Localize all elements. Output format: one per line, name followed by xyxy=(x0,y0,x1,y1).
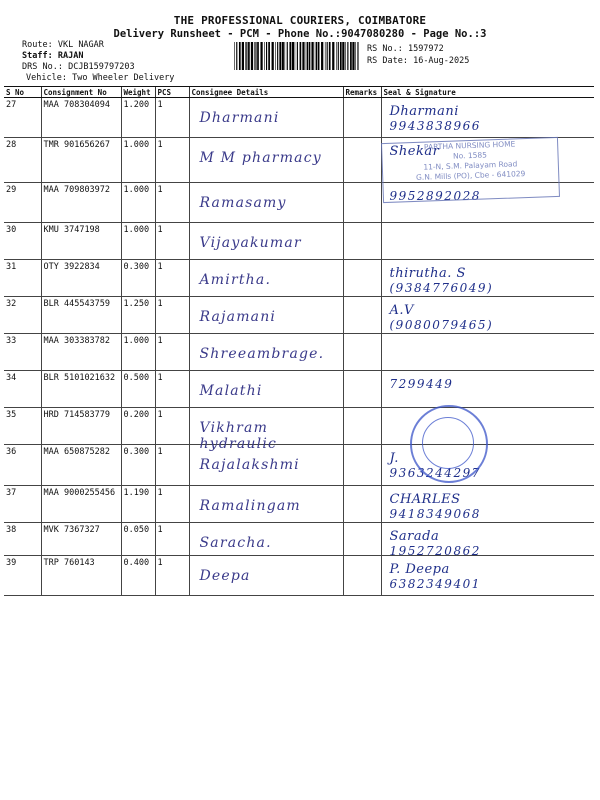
route-value: VKL NAGAR xyxy=(57,40,104,50)
cell-consignment-no: TRP 760143 xyxy=(41,556,121,596)
signature-name: thirutha. S xyxy=(389,266,466,281)
rs-date-value: 16-Aug-2025 xyxy=(413,56,470,66)
barcode-bar xyxy=(251,42,253,70)
barcode-bar xyxy=(254,42,255,70)
barcode-bar xyxy=(315,42,316,70)
table-row xyxy=(4,445,594,486)
cell-consignee xyxy=(189,486,343,523)
cell-consignment-no: OTY 3922834 xyxy=(41,260,121,297)
cell-weight: 1.190 xyxy=(121,486,155,523)
consignee-handwriting: Dharmani xyxy=(199,110,280,126)
cell-weight: 0.500 xyxy=(121,371,155,408)
signature-name: J. xyxy=(389,451,399,466)
cell-remarks xyxy=(343,138,381,183)
cell-consignment-no: MVK 7367327 xyxy=(41,523,121,556)
barcode-bar xyxy=(275,42,276,70)
cell-remarks xyxy=(343,523,381,556)
cell-weight: 1.200 xyxy=(121,98,155,138)
vehicle-line: Vehicle: Two Wheeler Delivery xyxy=(26,73,175,83)
drs-line: DRS No.: DCJB159797203 xyxy=(22,62,135,72)
staff-line: Staff: RAJAN xyxy=(22,51,84,61)
barcode-bar xyxy=(295,42,296,70)
cell-consignee xyxy=(189,223,343,260)
drs-value: DCJB159797203 xyxy=(68,62,135,72)
cell-remarks xyxy=(343,223,381,260)
table-row xyxy=(4,98,594,138)
cell-consignee xyxy=(189,556,343,596)
vehicle-value: Two Wheeler Delivery xyxy=(72,73,175,83)
cell-weight: 1.000 xyxy=(121,183,155,223)
col-remarks: Remarks xyxy=(343,87,381,98)
barcode-bar xyxy=(318,42,320,70)
barcode-bar xyxy=(355,42,356,70)
barcode-bar xyxy=(321,42,323,70)
barcode-bar xyxy=(285,42,286,70)
barcode-bar xyxy=(272,42,274,70)
consignee-handwriting: Saracha. xyxy=(199,535,272,551)
cell-sno: 38 xyxy=(4,523,41,556)
consignee-handwriting: Deepa xyxy=(199,568,251,584)
signature-name: P. Deepa xyxy=(389,562,450,577)
rs-no-line: RS No.: 1597972 xyxy=(367,44,444,54)
signature-phone: 6382349401 xyxy=(389,577,481,591)
cell-remarks xyxy=(343,297,381,334)
signature-name: CHARLES xyxy=(389,492,461,507)
barcode-bar xyxy=(357,42,358,70)
cell-weight: 0.400 xyxy=(121,556,155,596)
table-row xyxy=(4,408,594,445)
cell-sno: 34 xyxy=(4,371,41,408)
barcode-bar xyxy=(336,42,337,70)
table-row xyxy=(4,556,594,596)
cell-remarks xyxy=(343,556,381,596)
barcode-bar xyxy=(245,42,246,70)
cell-remarks xyxy=(343,408,381,445)
barcode-bar xyxy=(352,42,354,70)
cell-weight: 0.300 xyxy=(121,260,155,297)
barcode-bar xyxy=(236,42,237,70)
cell-consignment-no: MAA 709803972 xyxy=(41,183,121,223)
barcode-bar xyxy=(248,42,250,70)
signature-phone: 1952720862 xyxy=(389,544,481,558)
cell-sno: 31 xyxy=(4,260,41,297)
cell-pcs: 1 xyxy=(155,297,189,334)
cell-seal-signature xyxy=(381,334,594,371)
cell-remarks xyxy=(343,183,381,223)
consignee-handwriting: Rajalakshmi xyxy=(199,457,300,473)
consignee-handwriting: Vijayakumar xyxy=(199,235,302,251)
cell-consignee xyxy=(189,371,343,408)
table-row xyxy=(4,523,594,556)
barcode-bar xyxy=(234,42,235,70)
consignee-handwriting: Amirtha. xyxy=(199,272,272,288)
cell-seal-signature xyxy=(381,260,594,297)
barcode-bar xyxy=(340,42,342,70)
cell-pcs: 1 xyxy=(155,445,189,486)
cell-consignment-no: TMR 901656267 xyxy=(41,138,121,183)
signature-phone: 9943838966 xyxy=(389,119,481,133)
route-line: Route: VKL NAGAR xyxy=(22,40,104,50)
signature-handwriting xyxy=(390,492,481,521)
cell-consignee xyxy=(189,138,343,183)
barcode-bar xyxy=(338,42,339,70)
cell-remarks xyxy=(343,486,381,523)
cell-pcs: 1 xyxy=(155,408,189,445)
barcode-bar xyxy=(316,42,317,70)
runsheet-title: Delivery Runsheet - PCM - Phone No.:9047080280 - Page No.:3 xyxy=(113,28,487,40)
signature-name: Sarada xyxy=(389,529,440,544)
barcode-image xyxy=(234,42,362,70)
barcode-bar xyxy=(342,42,344,70)
barcode-bar xyxy=(302,42,304,70)
barcode-bar xyxy=(325,42,326,70)
signature-name: Dharmani xyxy=(389,104,459,119)
cell-sno: 33 xyxy=(4,334,41,371)
signature-name: A.V xyxy=(389,303,414,318)
cell-consignee xyxy=(189,334,343,371)
table-row xyxy=(4,486,594,523)
cell-remarks xyxy=(343,260,381,297)
signature-phone: 7299449 xyxy=(389,377,454,391)
cell-consignment-no: BLR 445543759 xyxy=(41,297,121,334)
table-header-row xyxy=(4,87,594,98)
barcode-bar xyxy=(268,42,270,70)
rs-date-line: RS Date: 16-Aug-2025 xyxy=(367,56,470,66)
signature-phone: (9080079465) xyxy=(389,318,494,332)
barcode-bar xyxy=(264,42,265,70)
staff-value: RAJAN xyxy=(57,51,84,61)
cell-seal-signature xyxy=(381,486,594,523)
consignee-handwriting: Shreeambrage. xyxy=(199,346,325,362)
barcode-bar xyxy=(345,42,346,70)
cell-weight: 1.250 xyxy=(121,297,155,334)
cell-consignee xyxy=(189,260,343,297)
cell-consignment-no: HRD 714583779 xyxy=(41,408,121,445)
col-weight: Weight xyxy=(121,87,155,98)
cell-consignee xyxy=(189,98,343,138)
cell-remarks xyxy=(343,371,381,408)
barcode-bar xyxy=(242,42,244,70)
cell-weight: 0.050 xyxy=(121,523,155,556)
cell-consignment-no: MAA 303383782 xyxy=(41,334,121,371)
cell-seal-signature xyxy=(381,223,594,260)
col-pcs: PCS xyxy=(155,87,189,98)
cell-seal-signature xyxy=(381,556,594,596)
barcode-bar xyxy=(279,42,281,70)
cell-sno: 28 xyxy=(4,138,41,183)
barcode-bar xyxy=(297,42,298,70)
cell-remarks xyxy=(343,98,381,138)
cell-consignee xyxy=(189,297,343,334)
signature-phone: 9952892028 xyxy=(389,189,481,203)
cell-sno: 35 xyxy=(4,408,41,445)
cell-consignment-no: MAA 9000255456 xyxy=(41,486,121,523)
round-seal-stamp xyxy=(410,405,488,483)
cell-sno: 39 xyxy=(4,556,41,596)
cell-weight: 1.000 xyxy=(121,138,155,183)
consignee-handwriting: Ramasamy xyxy=(199,195,287,211)
consignee-handwriting: Malathi xyxy=(199,383,263,399)
cell-consignment-no: MAA 650875282 xyxy=(41,445,121,486)
cell-pcs: 1 xyxy=(155,334,189,371)
cell-remarks xyxy=(343,445,381,486)
barcode-bar xyxy=(300,42,302,70)
cell-pcs: 1 xyxy=(155,98,189,138)
barcode-bar xyxy=(287,42,288,70)
rs-no-value: 1597972 xyxy=(407,44,444,54)
cell-pcs: 1 xyxy=(155,260,189,297)
barcode-bar xyxy=(266,42,267,70)
signature-handwriting xyxy=(390,377,454,391)
barcode-bar xyxy=(329,42,331,70)
cell-weight: 0.200 xyxy=(121,408,155,445)
cell-sno: 36 xyxy=(4,445,41,486)
cell-seal-signature xyxy=(381,523,594,556)
barcode-bar xyxy=(350,42,352,70)
barcode-bar xyxy=(255,42,256,70)
cell-consignment-no: BLR 5101021632 xyxy=(41,371,121,408)
cell-pcs: 1 xyxy=(155,556,189,596)
cell-consignment-no: MAA 708304094 xyxy=(41,98,121,138)
cell-weight: 0.300 xyxy=(121,445,155,486)
barcode-bar xyxy=(277,42,278,70)
cell-consignment-no: KMU 3747198 xyxy=(41,223,121,260)
barcode-bar xyxy=(282,42,284,70)
cell-consignee xyxy=(189,183,343,223)
cell-sno: 32 xyxy=(4,297,41,334)
barcode-bar xyxy=(307,42,308,70)
cell-pcs: 1 xyxy=(155,486,189,523)
cell-seal-signature xyxy=(381,98,594,138)
col-consignment: Consignment No xyxy=(41,87,121,98)
cell-pcs: 1 xyxy=(155,523,189,556)
cell-sno: 29 xyxy=(4,183,41,223)
cell-pcs: 1 xyxy=(155,371,189,408)
company-name: THE PROFESSIONAL COURIERS, COIMBATORE xyxy=(173,14,427,27)
consignee-handwriting: M M pharmacy xyxy=(199,150,322,166)
barcode-bar xyxy=(332,42,334,70)
cell-seal-signature xyxy=(381,297,594,334)
barcode-bar xyxy=(311,42,313,70)
cell-pcs: 1 xyxy=(155,183,189,223)
col-sno: S No xyxy=(4,87,41,98)
signature-phone: 9418349068 xyxy=(389,507,481,521)
barcode-bar xyxy=(246,42,247,70)
seal-stamp: PARTHA NURSING HOME No. 1585 11-N, S.M. Palayam Road G.N. Mills (PO), Cbe - 641029 xyxy=(381,137,560,203)
barcode-bar xyxy=(292,42,294,70)
cell-sno: 27 xyxy=(4,98,41,138)
cell-sno: 30 xyxy=(4,223,41,260)
consignee-handwriting: Ramalingam xyxy=(199,498,301,514)
signature-handwriting xyxy=(390,266,494,295)
barcode-bar xyxy=(306,42,307,70)
cell-weight: 1.000 xyxy=(121,223,155,260)
col-seal-signature: Seal & Signature xyxy=(381,87,594,98)
table-row xyxy=(4,297,594,334)
signature-handwriting xyxy=(390,562,481,591)
barcode-bar xyxy=(257,42,259,70)
table-row xyxy=(4,223,594,260)
consignee-handwriting: Vikhram hydraulic xyxy=(199,420,278,452)
col-consignee: Consignee Details xyxy=(189,87,343,98)
cell-consignee xyxy=(189,523,343,556)
barcode-bar xyxy=(347,42,348,70)
signature-phone: (9384776049) xyxy=(389,281,494,295)
barcode-bar xyxy=(289,42,291,70)
table-row xyxy=(4,334,594,371)
barcode-bar xyxy=(309,42,311,70)
cell-pcs: 1 xyxy=(155,138,189,183)
cell-sno: 37 xyxy=(4,486,41,523)
cell-remarks xyxy=(343,334,381,371)
consignee-handwriting: Rajamani xyxy=(199,309,277,325)
cell-weight: 1.000 xyxy=(121,334,155,371)
signature-phone: 9363244297 xyxy=(389,466,481,480)
table-row xyxy=(4,260,594,297)
barcode-bar xyxy=(260,42,262,70)
signature-handwriting xyxy=(390,303,494,332)
barcode-bar xyxy=(327,42,328,70)
barcode-bar xyxy=(239,42,241,70)
signature-handwriting xyxy=(390,104,481,133)
table-row xyxy=(4,371,594,408)
cell-consignee xyxy=(189,445,343,486)
signature-handwriting xyxy=(390,529,481,558)
cell-consignee xyxy=(189,408,343,452)
signature-name: Shekar xyxy=(389,144,440,159)
cell-pcs: 1 xyxy=(155,223,189,260)
cell-seal-signature xyxy=(381,371,594,408)
